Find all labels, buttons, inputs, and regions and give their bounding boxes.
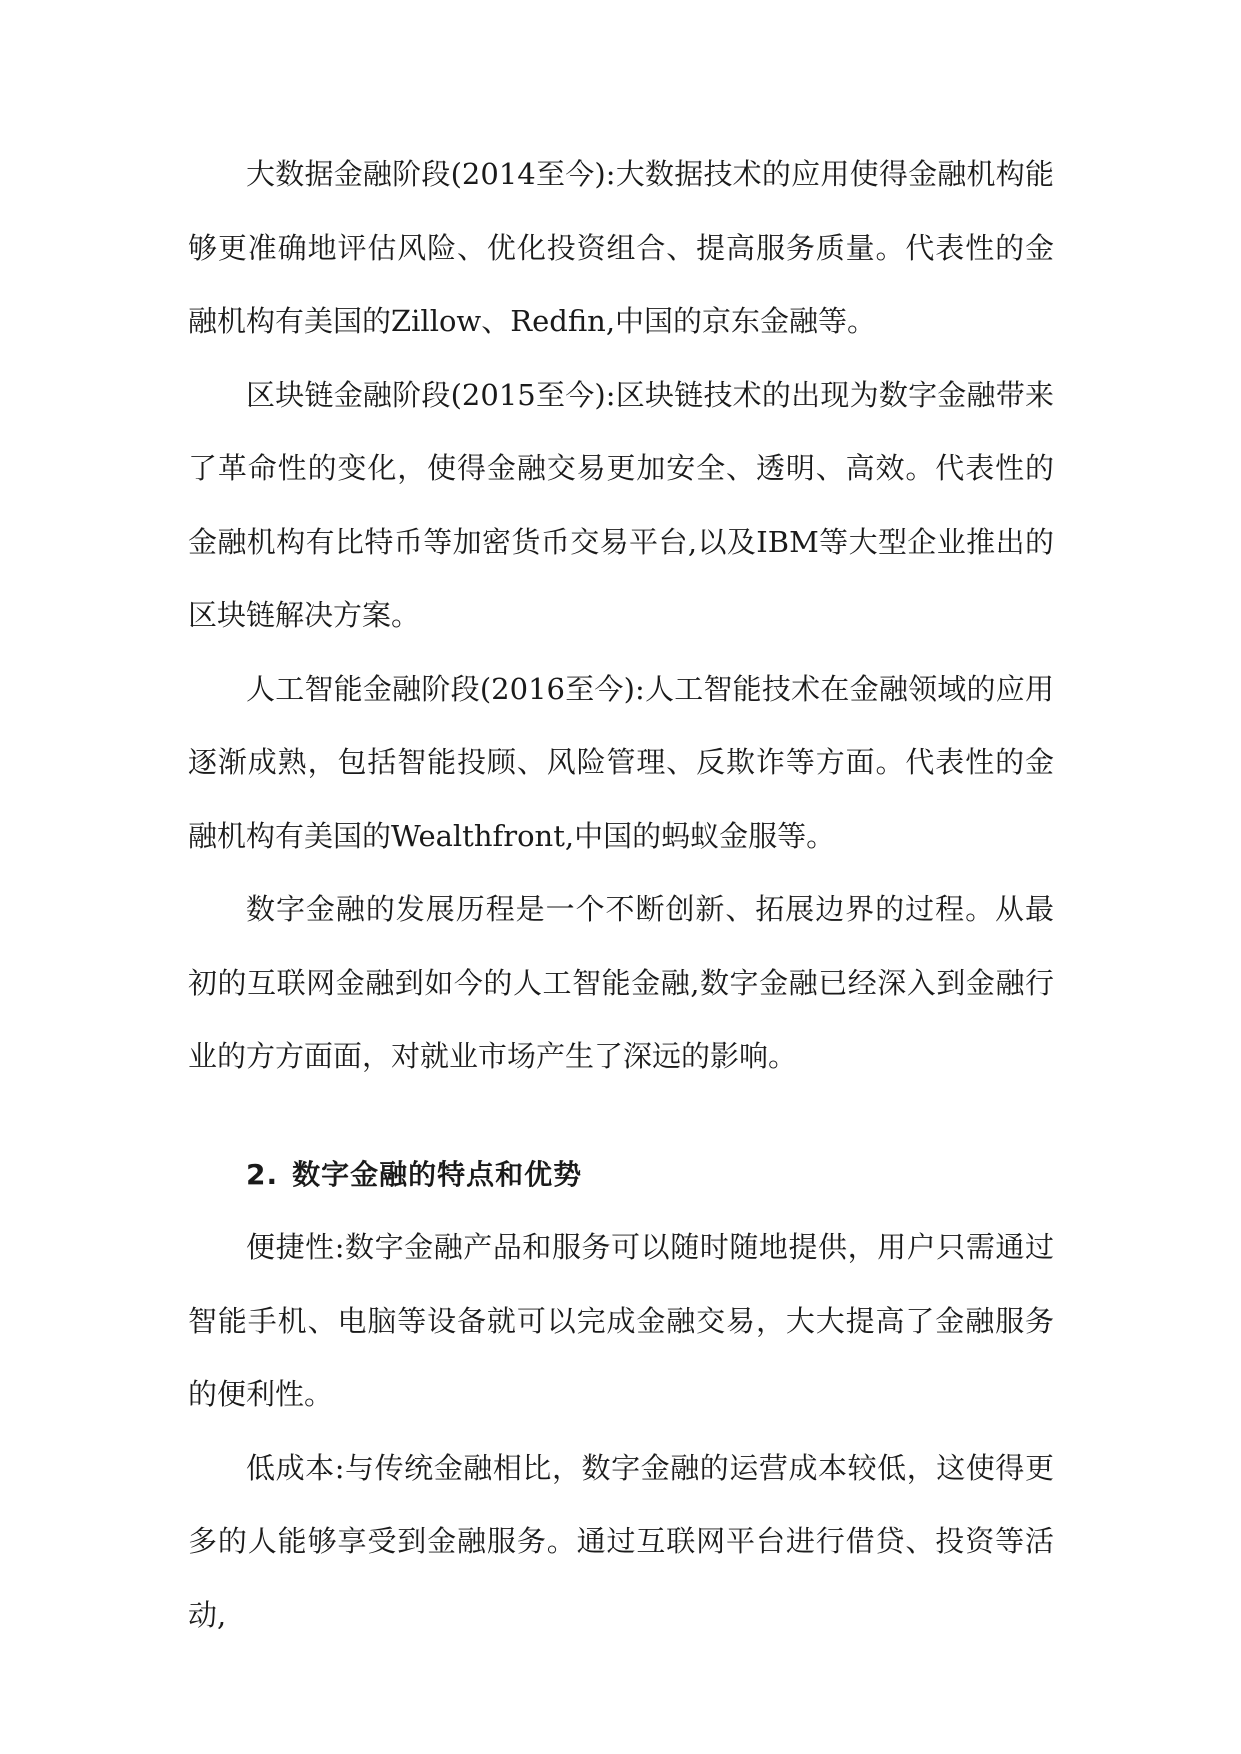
section-heading-number: 2. [246, 1157, 279, 1191]
paragraph-ai-finance: 人工智能金融阶段(2016至今):人工智能技术在金融领域的应用逐渐成熟，包括智能投顾、风险管理、反欺诈等方面。代表性的金融机构有美国的Wealthfront,中国的蚂蚁金服等。 [188, 671, 1054, 853]
paragraph-low-cost: 低成本:与传统金融相比，数字金融的运营成本较低，这使得更多的人能够享受到金融服务。通过互联网平台进行借贷、投资等活动, [188, 1450, 1054, 1632]
paragraph-blockchain-finance: 区块链金融阶段(2015至今):区块链技术的出现为数字金融带来了革命性的变化，使得金融交易更加安全、透明、高效。代表性的金融机构有比特币等加密货币交易平台,以及IBM等大型企业推出的区块链解决方案。 [188, 377, 1054, 632]
paragraph-big-data-finance: 大数据金融阶段(2014至今):大数据技术的应用使得金融机构能够更准确地评估风险、优化投资组合、提高服务质量。代表性的金融机构有美国的Zillow、Redfin,中国的京东金融等。 [188, 157, 1054, 338]
section-heading [188, 1138, 1054, 1212]
paragraph-convenience: 便捷性:数字金融产品和服务可以随时随地提供，用户只需通过智能手机、电脑等设备就可以完成金融交易，大大提高了金融服务的便利性。 [188, 1230, 1054, 1411]
paragraph-development-summary: 数字金融的发展历程是一个不断创新、拓展边界的过程。从最初的互联网金融到如今的人工智能金融,数字金融已经深入到金融行业的方方面面，对就业市场产生了深远的影响。 [188, 892, 1054, 1073]
section-heading-title: 数字金融的特点和优势 [292, 1157, 583, 1191]
document-body [188, 138, 1054, 1652]
